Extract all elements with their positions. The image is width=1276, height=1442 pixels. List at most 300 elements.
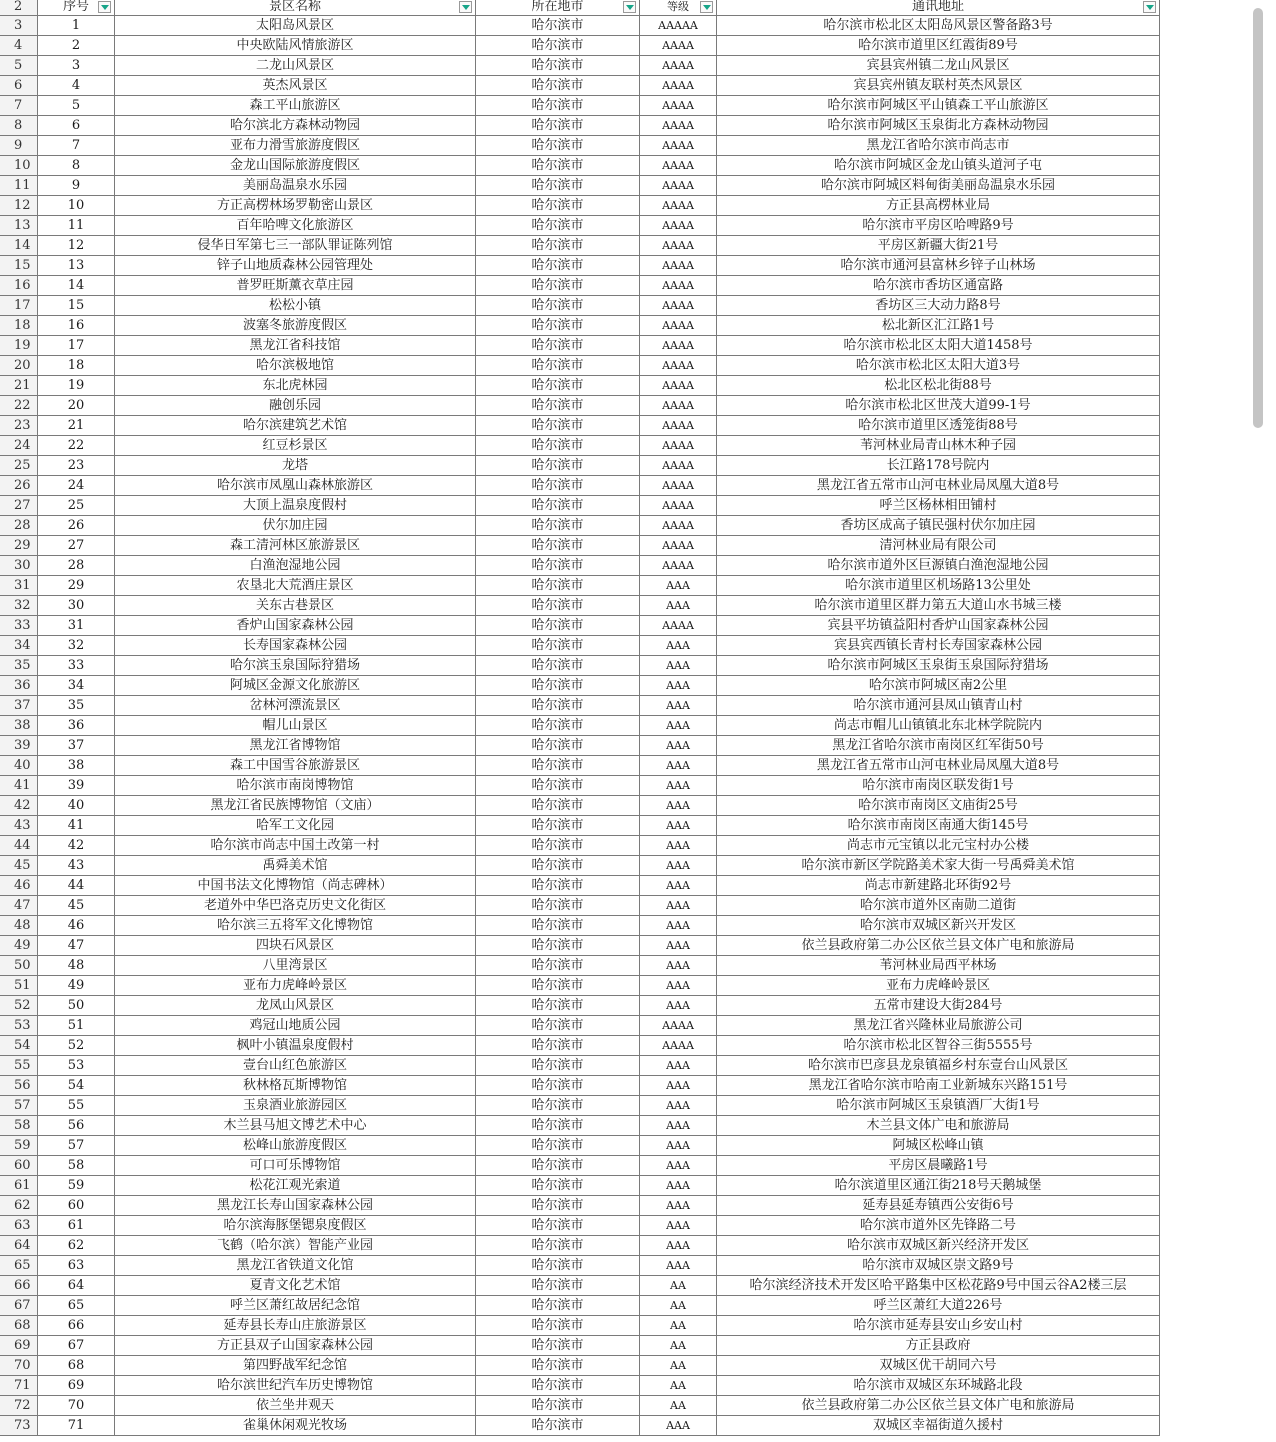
cell-address[interactable]: 呼兰区萧红大道226号: [717, 1296, 1160, 1315]
cell-city[interactable]: 哈尔滨市: [476, 776, 640, 795]
row-number[interactable]: 38: [0, 716, 38, 735]
cell-scenic-name[interactable]: 松峰山旅游度假区: [115, 1136, 476, 1155]
cell-city[interactable]: 哈尔滨市: [476, 196, 640, 215]
cell-scenic-name[interactable]: 金龙山国际旅游度假区: [115, 156, 476, 175]
row-number[interactable]: 26: [0, 476, 38, 495]
cell-serial-no[interactable]: 52: [38, 1036, 115, 1055]
cell-city[interactable]: 哈尔滨市: [476, 1416, 640, 1435]
cell-level[interactable]: AAAA: [640, 156, 717, 175]
cell-serial-no[interactable]: 57: [38, 1136, 115, 1155]
cell-city[interactable]: 哈尔滨市: [476, 956, 640, 975]
cell-serial-no[interactable]: 15: [38, 296, 115, 315]
cell-serial-no[interactable]: 2: [38, 36, 115, 55]
row-number[interactable]: 43: [0, 816, 38, 835]
cell-scenic-name[interactable]: 哈尔滨极地馆: [115, 356, 476, 375]
cell-scenic-name[interactable]: 黑龙江长寿山国家森林公园: [115, 1196, 476, 1215]
row-number[interactable]: 11: [0, 176, 38, 195]
cell-city[interactable]: 哈尔滨市: [476, 596, 640, 615]
cell-serial-no[interactable]: 23: [38, 456, 115, 475]
cell-level[interactable]: AA: [640, 1336, 717, 1355]
cell-city[interactable]: 哈尔滨市: [476, 256, 640, 275]
cell-serial-no[interactable]: 6: [38, 116, 115, 135]
filter-dropdown-icon[interactable]: [1143, 1, 1156, 13]
cell-level[interactable]: AAAA: [640, 516, 717, 535]
cell-scenic-name[interactable]: 普罗旺斯薰衣草庄园: [115, 276, 476, 295]
cell-city[interactable]: 哈尔滨市: [476, 1276, 640, 1295]
cell-city[interactable]: 哈尔滨市: [476, 1356, 640, 1375]
cell-city[interactable]: 哈尔滨市: [476, 1256, 640, 1275]
filter-dropdown-icon[interactable]: [700, 1, 713, 13]
cell-address[interactable]: 哈尔滨市道里区群力第五大道山水书城三楼: [717, 596, 1160, 615]
cell-serial-no[interactable]: 1: [38, 16, 115, 35]
cell-scenic-name[interactable]: 白渔泡湿地公园: [115, 556, 476, 575]
cell-serial-no[interactable]: 71: [38, 1416, 115, 1435]
cell-serial-no[interactable]: 7: [38, 136, 115, 155]
cell-scenic-name[interactable]: 黑龙江省科技馆: [115, 336, 476, 355]
cell-city[interactable]: 哈尔滨市: [476, 736, 640, 755]
cell-scenic-name[interactable]: 呼兰区萧红故居纪念馆: [115, 1296, 476, 1315]
cell-level[interactable]: AAAA: [640, 276, 717, 295]
cell-serial-no[interactable]: 32: [38, 636, 115, 655]
cell-level[interactable]: AAA: [640, 1156, 717, 1175]
cell-level[interactable]: AAAA: [640, 536, 717, 555]
cell-address[interactable]: 哈尔滨市南岗区联发街1号: [717, 776, 1160, 795]
row-number[interactable]: 7: [0, 96, 38, 115]
cell-city[interactable]: 哈尔滨市: [476, 456, 640, 475]
cell-serial-no[interactable]: 69: [38, 1376, 115, 1395]
row-number[interactable]: 8: [0, 116, 38, 135]
cell-scenic-name[interactable]: 八里湾景区: [115, 956, 476, 975]
cell-scenic-name[interactable]: 可口可乐博物馆: [115, 1156, 476, 1175]
cell-level[interactable]: AA: [640, 1316, 717, 1335]
cell-address[interactable]: 宾县宾西镇长青村长寿国家森林公园: [717, 636, 1160, 655]
cell-level[interactable]: AAA: [640, 656, 717, 675]
cell-city[interactable]: 哈尔滨市: [476, 516, 640, 535]
cell-scenic-name[interactable]: 方正县双子山国家森林公园: [115, 1336, 476, 1355]
row-number[interactable]: 20: [0, 356, 38, 375]
cell-address[interactable]: 哈尔滨市道外区巨源镇白渔泡湿地公园: [717, 556, 1160, 575]
cell-scenic-name[interactable]: 壹台山红色旅游区: [115, 1056, 476, 1075]
row-number[interactable]: 23: [0, 416, 38, 435]
cell-serial-no[interactable]: 42: [38, 836, 115, 855]
cell-scenic-name[interactable]: 锌子山地质森林公园管理处: [115, 256, 476, 275]
row-number[interactable]: 30: [0, 556, 38, 575]
cell-serial-no[interactable]: 43: [38, 856, 115, 875]
cell-address[interactable]: 宾县宾州镇二龙山风景区: [717, 56, 1160, 75]
cell-scenic-name[interactable]: 波塞冬旅游度假区: [115, 316, 476, 335]
cell-address[interactable]: 依兰县政府第二办公区依兰县文体广电和旅游局: [717, 936, 1160, 955]
cell-level[interactable]: AAAA: [640, 356, 717, 375]
cell-serial-no[interactable]: 39: [38, 776, 115, 795]
cell-scenic-name[interactable]: 哈尔滨建筑艺术馆: [115, 416, 476, 435]
cell-serial-no[interactable]: 44: [38, 876, 115, 895]
cell-address[interactable]: 哈尔滨市南岗区南通大街145号: [717, 816, 1160, 835]
cell-scenic-name[interactable]: 关东古巷景区: [115, 596, 476, 615]
cell-level[interactable]: AAA: [640, 1096, 717, 1115]
cell-scenic-name[interactable]: 枫叶小镇温泉度假村: [115, 1036, 476, 1055]
cell-scenic-name[interactable]: 东北虎林园: [115, 376, 476, 395]
cell-level[interactable]: AAA: [640, 1196, 717, 1215]
cell-city[interactable]: 哈尔滨市: [476, 636, 640, 655]
cell-scenic-name[interactable]: 黑龙江省民族博物馆（文庙）: [115, 796, 476, 815]
cell-level[interactable]: AA: [640, 1356, 717, 1375]
cell-city[interactable]: 哈尔滨市: [476, 536, 640, 555]
cell-city[interactable]: 哈尔滨市: [476, 1136, 640, 1155]
cell-level[interactable]: AAAA: [640, 556, 717, 575]
cell-city[interactable]: 哈尔滨市: [476, 676, 640, 695]
cell-level[interactable]: AAA: [640, 1236, 717, 1255]
row-number[interactable]: 18: [0, 316, 38, 335]
cell-serial-no[interactable]: 16: [38, 316, 115, 335]
cell-city[interactable]: 哈尔滨市: [476, 76, 640, 95]
cell-address[interactable]: 香坊区成高子镇民强村伏尔加庄园: [717, 516, 1160, 535]
row-number[interactable]: 61: [0, 1176, 38, 1195]
cell-level[interactable]: AAAA: [640, 76, 717, 95]
cell-serial-no[interactable]: 70: [38, 1396, 115, 1415]
cell-level[interactable]: AAA: [640, 896, 717, 915]
cell-address[interactable]: 尚志市元宝镇以北元宝村办公楼: [717, 836, 1160, 855]
cell-address[interactable]: 阿城区松峰山镇: [717, 1136, 1160, 1155]
cell-scenic-name[interactable]: 哈尔滨市凤凰山森林旅游区: [115, 476, 476, 495]
cell-scenic-name[interactable]: 中央欧陆风情旅游区: [115, 36, 476, 55]
cell-address[interactable]: 哈尔滨市松北区太阳大道1458号: [717, 336, 1160, 355]
cell-address[interactable]: 哈尔滨市双城区新兴经济开发区: [717, 1236, 1160, 1255]
cell-level[interactable]: AAAA: [640, 176, 717, 195]
cell-city[interactable]: 哈尔滨市: [476, 936, 640, 955]
cell-scenic-name[interactable]: 融创乐园: [115, 396, 476, 415]
cell-address[interactable]: 黑龙江省五常市山河屯林业局凤凰大道8号: [717, 756, 1160, 775]
cell-serial-no[interactable]: 46: [38, 916, 115, 935]
cell-city[interactable]: 哈尔滨市: [476, 376, 640, 395]
cell-level[interactable]: AAA: [640, 856, 717, 875]
cell-scenic-name[interactable]: 二龙山风景区: [115, 56, 476, 75]
cell-scenic-name[interactable]: 美丽岛温泉水乐园: [115, 176, 476, 195]
row-number[interactable]: 37: [0, 696, 38, 715]
cell-address[interactable]: 哈尔滨市阿城区料甸街美丽岛温泉水乐园: [717, 176, 1160, 195]
row-number[interactable]: 13: [0, 216, 38, 235]
cell-city[interactable]: 哈尔滨市: [476, 296, 640, 315]
row-number[interactable]: 9: [0, 136, 38, 155]
cell-serial-no[interactable]: 59: [38, 1176, 115, 1195]
cell-serial-no[interactable]: 41: [38, 816, 115, 835]
cell-scenic-name[interactable]: 第四野战军纪念馆: [115, 1356, 476, 1375]
cell-level[interactable]: AAAAA: [640, 16, 717, 35]
cell-address[interactable]: 松北新区汇江路1号: [717, 316, 1160, 335]
cell-address[interactable]: 尚志市新建路北环街92号: [717, 876, 1160, 895]
cell-serial-no[interactable]: 34: [38, 676, 115, 695]
cell-level[interactable]: AAAA: [640, 216, 717, 235]
cell-scenic-name[interactable]: 侵华日军第七三一部队罪证陈列馆: [115, 236, 476, 255]
row-number[interactable]: 29: [0, 536, 38, 555]
cell-address[interactable]: 哈尔滨市香坊区通富路: [717, 276, 1160, 295]
cell-scenic-name[interactable]: 木兰县马旭文博艺术中心: [115, 1116, 476, 1135]
cell-address[interactable]: 哈尔滨市松北区太阳大道3号: [717, 356, 1160, 375]
cell-level[interactable]: AAAA: [640, 456, 717, 475]
cell-serial-no[interactable]: 26: [38, 516, 115, 535]
cell-city[interactable]: 哈尔滨市: [476, 616, 640, 635]
cell-scenic-name[interactable]: 松花江观光索道: [115, 1176, 476, 1195]
cell-address[interactable]: 依兰县政府第二办公区依兰县文体广电和旅游局: [717, 1396, 1160, 1415]
row-number[interactable]: 14: [0, 236, 38, 255]
cell-city[interactable]: 哈尔滨市: [476, 56, 640, 75]
cell-scenic-name[interactable]: 太阳岛风景区: [115, 16, 476, 35]
cell-address[interactable]: 哈尔滨市平房区哈啤路9号: [717, 216, 1160, 235]
cell-level[interactable]: AAAA: [640, 336, 717, 355]
cell-serial-no[interactable]: 38: [38, 756, 115, 775]
row-number[interactable]: 3: [0, 16, 38, 35]
cell-scenic-name[interactable]: 阿城区金源文化旅游区: [115, 676, 476, 695]
cell-level[interactable]: AAAA: [640, 256, 717, 275]
cell-serial-no[interactable]: 18: [38, 356, 115, 375]
cell-serial-no[interactable]: 8: [38, 156, 115, 175]
row-number[interactable]: 42: [0, 796, 38, 815]
cell-level[interactable]: AAAA: [640, 236, 717, 255]
cell-address[interactable]: 宾县宾州镇友联村英杰风景区: [717, 76, 1160, 95]
cell-city[interactable]: 哈尔滨市: [476, 336, 640, 355]
cell-address[interactable]: 哈尔滨市双城区东环城路北段: [717, 1376, 1160, 1395]
cell-city[interactable]: 哈尔滨市: [476, 656, 640, 675]
cell-level[interactable]: AAAA: [640, 36, 717, 55]
cell-serial-no[interactable]: 13: [38, 256, 115, 275]
cell-city[interactable]: 哈尔滨市: [476, 836, 640, 855]
cell-serial-no[interactable]: 65: [38, 1296, 115, 1315]
cell-level[interactable]: AAA: [640, 916, 717, 935]
cell-serial-no[interactable]: 29: [38, 576, 115, 595]
cell-level[interactable]: AAA: [640, 996, 717, 1015]
cell-serial-no[interactable]: 28: [38, 556, 115, 575]
cell-level[interactable]: AAAA: [640, 56, 717, 75]
cell-serial-no[interactable]: 66: [38, 1316, 115, 1335]
cell-city[interactable]: 哈尔滨市: [476, 96, 640, 115]
row-number[interactable]: 16: [0, 276, 38, 295]
row-number[interactable]: 73: [0, 1416, 38, 1435]
cell-address[interactable]: 平房区晨曦路1号: [717, 1156, 1160, 1175]
cell-address[interactable]: 哈尔滨市双城区新兴开发区: [717, 916, 1160, 935]
cell-serial-no[interactable]: 37: [38, 736, 115, 755]
row-number[interactable]: 33: [0, 616, 38, 635]
cell-serial-no[interactable]: 50: [38, 996, 115, 1015]
cell-address[interactable]: 五常市建设大街284号: [717, 996, 1160, 1015]
cell-address[interactable]: 宾县平坊镇益阳村香炉山国家森林公园: [717, 616, 1160, 635]
cell-serial-no[interactable]: 31: [38, 616, 115, 635]
row-number[interactable]: 6: [0, 76, 38, 95]
cell-city[interactable]: 哈尔滨市: [476, 216, 640, 235]
cell-scenic-name[interactable]: 农垦北大荒酒庄景区: [115, 576, 476, 595]
cell-scenic-name[interactable]: 禹舜美术馆: [115, 856, 476, 875]
cell-level[interactable]: AAAA: [640, 476, 717, 495]
row-number[interactable]: 52: [0, 996, 38, 1015]
cell-address[interactable]: 黑龙江省哈尔滨市南岗区红军街50号: [717, 736, 1160, 755]
cell-level[interactable]: AAA: [640, 636, 717, 655]
cell-address[interactable]: 哈尔滨市阿城区金龙山镇头道河子屯: [717, 156, 1160, 175]
cell-scenic-name[interactable]: 哈尔滨玉泉国际狩猎场: [115, 656, 476, 675]
cell-city[interactable]: 哈尔滨市: [476, 1216, 640, 1235]
cell-city[interactable]: 哈尔滨市: [476, 1096, 640, 1115]
cell-serial-no[interactable]: 67: [38, 1336, 115, 1355]
cell-city[interactable]: 哈尔滨市: [476, 1396, 640, 1415]
cell-scenic-name[interactable]: 龙凤山风景区: [115, 996, 476, 1015]
cell-address[interactable]: 哈尔滨道里区通江街218号天鹅城堡: [717, 1176, 1160, 1195]
row-number[interactable]: 47: [0, 896, 38, 915]
cell-city[interactable]: 哈尔滨市: [476, 1056, 640, 1075]
cell-level[interactable]: AAA: [640, 956, 717, 975]
cell-scenic-name[interactable]: 秋林格瓦斯博物馆: [115, 1076, 476, 1095]
cell-city[interactable]: 哈尔滨市: [476, 1376, 640, 1395]
cell-city[interactable]: 哈尔滨市: [476, 916, 640, 935]
cell-address[interactable]: 黑龙江省五常市山河屯林业局凤凰大道8号: [717, 476, 1160, 495]
cell-address[interactable]: 哈尔滨市南岗区文庙街25号: [717, 796, 1160, 815]
scrollbar-thumb[interactable]: [1253, 8, 1263, 428]
cell-scenic-name[interactable]: 龙塔: [115, 456, 476, 475]
cell-level[interactable]: AAA: [640, 736, 717, 755]
cell-level[interactable]: AAAA: [640, 376, 717, 395]
cell-city[interactable]: 哈尔滨市: [476, 1316, 640, 1335]
cell-address[interactable]: 香坊区三大动力路8号: [717, 296, 1160, 315]
row-number[interactable]: 51: [0, 976, 38, 995]
row-number[interactable]: 72: [0, 1396, 38, 1415]
cell-level[interactable]: AAAA: [640, 296, 717, 315]
cell-address[interactable]: 尚志市帽儿山镇镇北东北林学院院内: [717, 716, 1160, 735]
cell-address[interactable]: 黑龙江省哈尔滨市尚志市: [717, 136, 1160, 155]
cell-level[interactable]: AAA: [640, 576, 717, 595]
cell-scenic-name[interactable]: 香炉山国家森林公园: [115, 616, 476, 635]
cell-city[interactable]: 哈尔滨市: [476, 1156, 640, 1175]
cell-serial-no[interactable]: 62: [38, 1236, 115, 1255]
cell-level[interactable]: AAAA: [640, 1036, 717, 1055]
row-number[interactable]: 59: [0, 1136, 38, 1155]
cell-level[interactable]: AAA: [640, 1076, 717, 1095]
cell-serial-no[interactable]: 35: [38, 696, 115, 715]
cell-level[interactable]: AAA: [640, 596, 717, 615]
cell-address[interactable]: 哈尔滨市阿城区玉泉街北方森林动物园: [717, 116, 1160, 135]
cell-level[interactable]: AAA: [640, 1176, 717, 1195]
row-number[interactable]: 50: [0, 956, 38, 975]
cell-city[interactable]: 哈尔滨市: [476, 1076, 640, 1095]
cell-address[interactable]: 黑龙江省哈尔滨市哈南工业新城东兴路151号: [717, 1076, 1160, 1095]
cell-scenic-name[interactable]: 四块石风景区: [115, 936, 476, 955]
cell-level[interactable]: AAAA: [640, 416, 717, 435]
cell-serial-no[interactable]: 47: [38, 936, 115, 955]
cell-address[interactable]: 哈尔滨市双城区崇文路9号: [717, 1256, 1160, 1275]
cell-scenic-name[interactable]: 延寿县长寿山庄旅游景区: [115, 1316, 476, 1335]
cell-serial-no[interactable]: 45: [38, 896, 115, 915]
cell-serial-no[interactable]: 9: [38, 176, 115, 195]
cell-address[interactable]: 哈尔滨市通河县富林乡锌子山林场: [717, 256, 1160, 275]
cell-serial-no[interactable]: 36: [38, 716, 115, 735]
row-number[interactable]: 35: [0, 656, 38, 675]
row-number[interactable]: 34: [0, 636, 38, 655]
cell-serial-no[interactable]: 11: [38, 216, 115, 235]
cell-level[interactable]: AAAA: [640, 96, 717, 115]
cell-level[interactable]: AA: [640, 1296, 717, 1315]
row-number[interactable]: 49: [0, 936, 38, 955]
cell-serial-no[interactable]: 61: [38, 1216, 115, 1235]
cell-level[interactable]: AAAA: [640, 496, 717, 515]
cell-level[interactable]: AAA: [640, 1136, 717, 1155]
cell-city[interactable]: 哈尔滨市: [476, 1336, 640, 1355]
row-number[interactable]: 54: [0, 1036, 38, 1055]
cell-address[interactable]: 哈尔滨市巴彦县龙泉镇福乡村东壹台山风景区: [717, 1056, 1160, 1075]
cell-serial-no[interactable]: 20: [38, 396, 115, 415]
row-number[interactable]: 57: [0, 1096, 38, 1115]
cell-level[interactable]: AAA: [640, 696, 717, 715]
filter-dropdown-icon[interactable]: [98, 1, 111, 13]
cell-address[interactable]: 松北区松北街88号: [717, 376, 1160, 395]
cell-scenic-name[interactable]: 中国书法文化博物馆（尚志碑林）: [115, 876, 476, 895]
row-number[interactable]: 28: [0, 516, 38, 535]
cell-address[interactable]: 哈尔滨市道里区透笼街88号: [717, 416, 1160, 435]
row-number[interactable]: 69: [0, 1336, 38, 1355]
cell-address[interactable]: 木兰县文体广电和旅游局: [717, 1116, 1160, 1135]
filter-dropdown-icon[interactable]: [459, 1, 472, 13]
row-number[interactable]: 64: [0, 1236, 38, 1255]
cell-level[interactable]: AAA: [640, 976, 717, 995]
cell-city[interactable]: 哈尔滨市: [476, 16, 640, 35]
row-number[interactable]: 58: [0, 1116, 38, 1135]
cell-city[interactable]: 哈尔滨市: [476, 136, 640, 155]
cell-address[interactable]: 方正县高楞林业局: [717, 196, 1160, 215]
row-number[interactable]: 17: [0, 296, 38, 315]
row-number[interactable]: 55: [0, 1056, 38, 1075]
cell-address[interactable]: 哈尔滨市阿城区玉泉镇酒厂大街1号: [717, 1096, 1160, 1115]
cell-city[interactable]: 哈尔滨市: [476, 1116, 640, 1135]
cell-scenic-name[interactable]: 亚布力滑雪旅游度假区: [115, 136, 476, 155]
row-number[interactable]: 62: [0, 1196, 38, 1215]
cell-city[interactable]: 哈尔滨市: [476, 436, 640, 455]
cell-level[interactable]: AAAA: [640, 136, 717, 155]
cell-scenic-name[interactable]: 长寿国家森林公园: [115, 636, 476, 655]
cell-serial-no[interactable]: 24: [38, 476, 115, 495]
row-number[interactable]: 68: [0, 1316, 38, 1335]
row-number[interactable]: 63: [0, 1216, 38, 1235]
cell-serial-no[interactable]: 64: [38, 1276, 115, 1295]
row-number[interactable]: 5: [0, 56, 38, 75]
row-number[interactable]: 32: [0, 596, 38, 615]
cell-scenic-name[interactable]: 大顶上温泉度假村: [115, 496, 476, 515]
cell-address[interactable]: 哈尔滨市延寿县安山乡安山村: [717, 1316, 1160, 1335]
cell-scenic-name[interactable]: 森工中国雪谷旅游景区: [115, 756, 476, 775]
cell-city[interactable]: 哈尔滨市: [476, 1016, 640, 1035]
cell-serial-no[interactable]: 56: [38, 1116, 115, 1135]
cell-city[interactable]: 哈尔滨市: [476, 1236, 640, 1255]
cell-serial-no[interactable]: 22: [38, 436, 115, 455]
cell-scenic-name[interactable]: 黑龙江省铁道文化馆: [115, 1256, 476, 1275]
cell-scenic-name[interactable]: 哈军工文化园: [115, 816, 476, 835]
cell-level[interactable]: AAA: [640, 716, 717, 735]
cell-scenic-name[interactable]: 帽儿山景区: [115, 716, 476, 735]
cell-scenic-name[interactable]: 松松小镇: [115, 296, 476, 315]
row-number[interactable]: 25: [0, 456, 38, 475]
row-number[interactable]: 10: [0, 156, 38, 175]
cell-serial-no[interactable]: 10: [38, 196, 115, 215]
row-number[interactable]: 31: [0, 576, 38, 595]
cell-serial-no[interactable]: 30: [38, 596, 115, 615]
cell-city[interactable]: 哈尔滨市: [476, 996, 640, 1015]
cell-level[interactable]: AAA: [640, 836, 717, 855]
cell-city[interactable]: 哈尔滨市: [476, 796, 640, 815]
cell-level[interactable]: AAAA: [640, 616, 717, 635]
cell-city[interactable]: 哈尔滨市: [476, 896, 640, 915]
row-number[interactable]: 36: [0, 676, 38, 695]
cell-city[interactable]: 哈尔滨市: [476, 36, 640, 55]
cell-city[interactable]: 哈尔滨市: [476, 176, 640, 195]
cell-scenic-name[interactable]: 森工平山旅游区: [115, 96, 476, 115]
cell-city[interactable]: 哈尔滨市: [476, 476, 640, 495]
row-number[interactable]: 71: [0, 1376, 38, 1395]
cell-serial-no[interactable]: 17: [38, 336, 115, 355]
cell-address[interactable]: 哈尔滨市道里区机场路13公里处: [717, 576, 1160, 595]
cell-city[interactable]: 哈尔滨市: [476, 1296, 640, 1315]
